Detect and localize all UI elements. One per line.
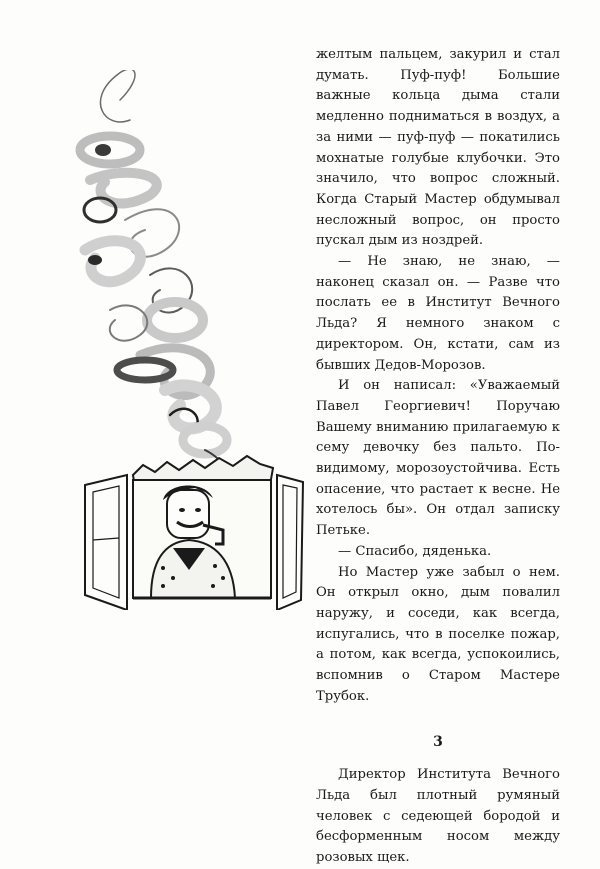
window: [85, 456, 303, 610]
text-column: [316, 45, 560, 869]
smoking-master-illustration: [55, 70, 305, 610]
paragraph-3: И он написал: «Уважаемый Павел Георгиевич! Поручаю Вашему вниманию прилагаемую к сему девочку без пальто. По-видимому, морозоустойчива. Есть опасение, что растает к весне. Не хотелось бы». Он отдал записку Петьке.: [316, 378, 560, 539]
smoke-rings: [80, 70, 227, 485]
chapter-paragraph: Директор Института Вечного Льда был плотный румяный человек с седеющей бородой и бесформенным носом между розовых щек.: [316, 767, 560, 866]
chapter-number: 3: [433, 733, 443, 750]
paragraph-5: Но Мастер уже забыл о нем. Он открыл окно, дым повалил наружу, и соседи, как всегда, испугались, что в поселке пожар, а потом, как всегда, успокоились, вспомнив о Старом Мастере Трубок.: [316, 564, 560, 704]
paragraph-1: желтым пальцем, закурил и стал думать. Пуф-пуф! Большие важные кольца дыма стали медленно подниматься в воздух, а за ними — пуф-пуф — покатились мохнатые голубые клубочки. Это значило, что вопрос сложный. Когда Старый Мастер обдумывал несложный вопрос, он просто пускал дым из ноздрей.: [316, 47, 560, 249]
paragraph-4: — Спасибо, дяденька.: [338, 543, 492, 559]
paragraph-2: — Не знаю, не знаю, — наконец сказал он. — Разве что послать ее в Институт Вечного Льда? Я немного знаком с директором. Он, кстати, сам из бывших Дедов-Морозов.: [316, 254, 560, 373]
